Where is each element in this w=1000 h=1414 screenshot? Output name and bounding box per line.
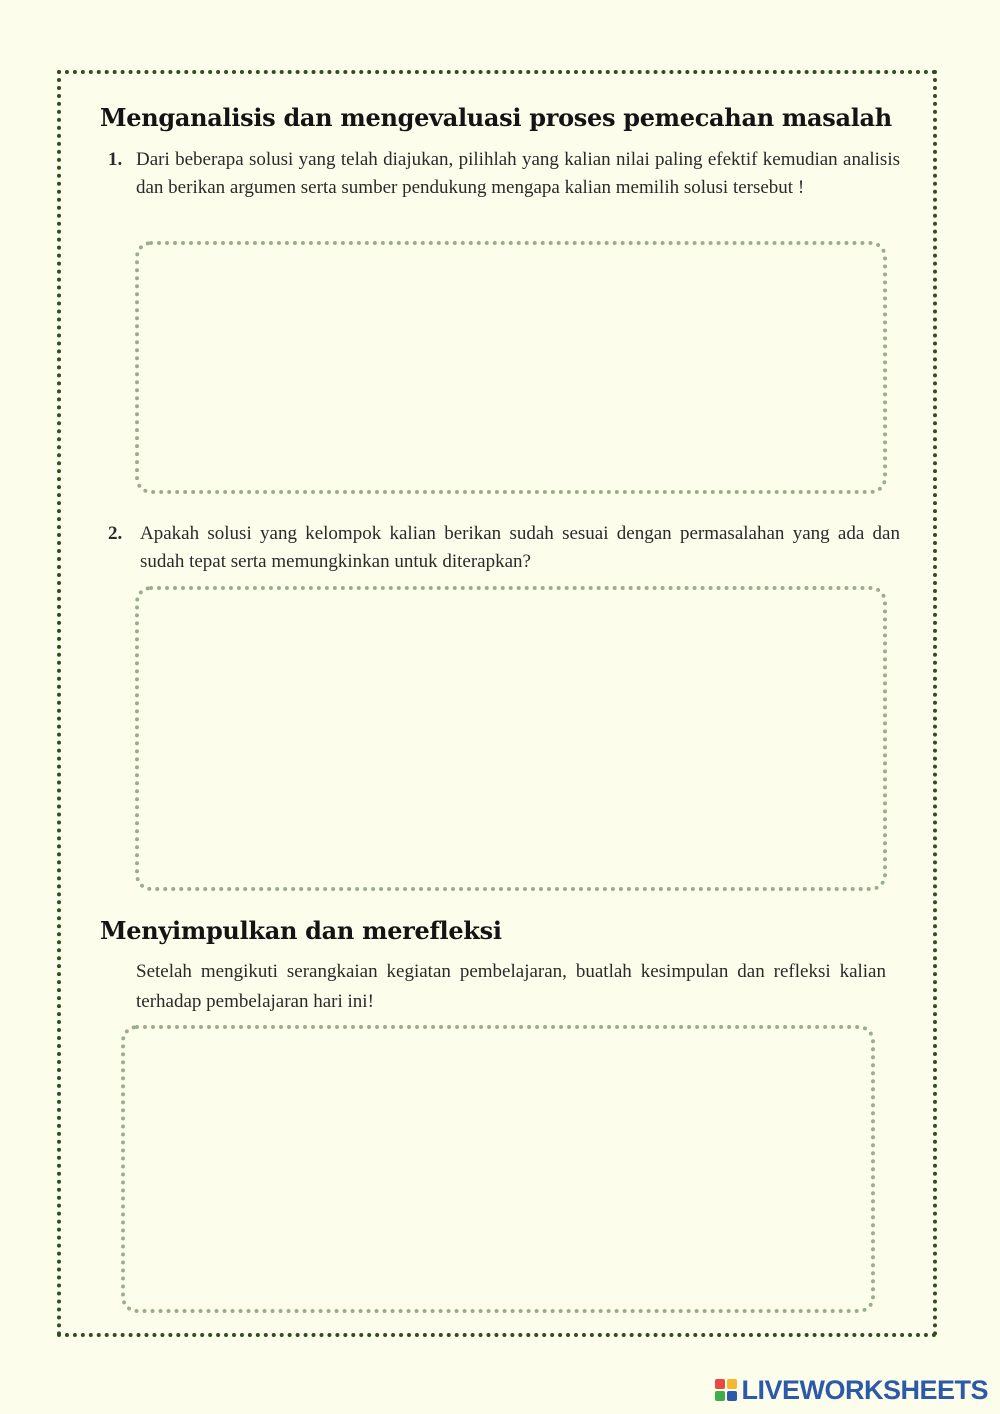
question-text: Apakah solusi yang kelompok kalian berikan sudah sesuai dengan permasalahan yang ada dan sudah tepat serta memungkinkan untuk diterapkan? <box>140 523 900 572</box>
answer-box-2[interactable] <box>135 586 887 891</box>
answer-box-1[interactable] <box>135 241 887 494</box>
brand-name: LIVEWORKSHEETS <box>741 1374 988 1405</box>
question-text: Dari beberapa solusi yang telah diajukan, pilihlah yang kalian nilai paling efektif kemudian analisis dan berikan argumen serta sumber pendukung mengapa kalian memilih solusi tersebut ! <box>136 149 900 198</box>
section-title-analysis: Menganalisis dan mengevaluasi proses pemecahan masalah <box>100 103 892 132</box>
question-number: 2. <box>108 523 123 544</box>
logo-mark-icon <box>715 1379 737 1401</box>
instruction-text: Setelah mengikuti serangkaian kegiatan pembelajaran, buatlah kesimpulan dan refleksi kalian terhadap pembelajaran hari ini! <box>136 961 886 1012</box>
answer-box-3[interactable] <box>121 1025 875 1313</box>
question-number: 1. <box>108 149 123 170</box>
liveworksheets-logo <box>715 1376 988 1404</box>
section-title-conclusion: Menyimpulkan dan merefleksi <box>100 916 502 945</box>
